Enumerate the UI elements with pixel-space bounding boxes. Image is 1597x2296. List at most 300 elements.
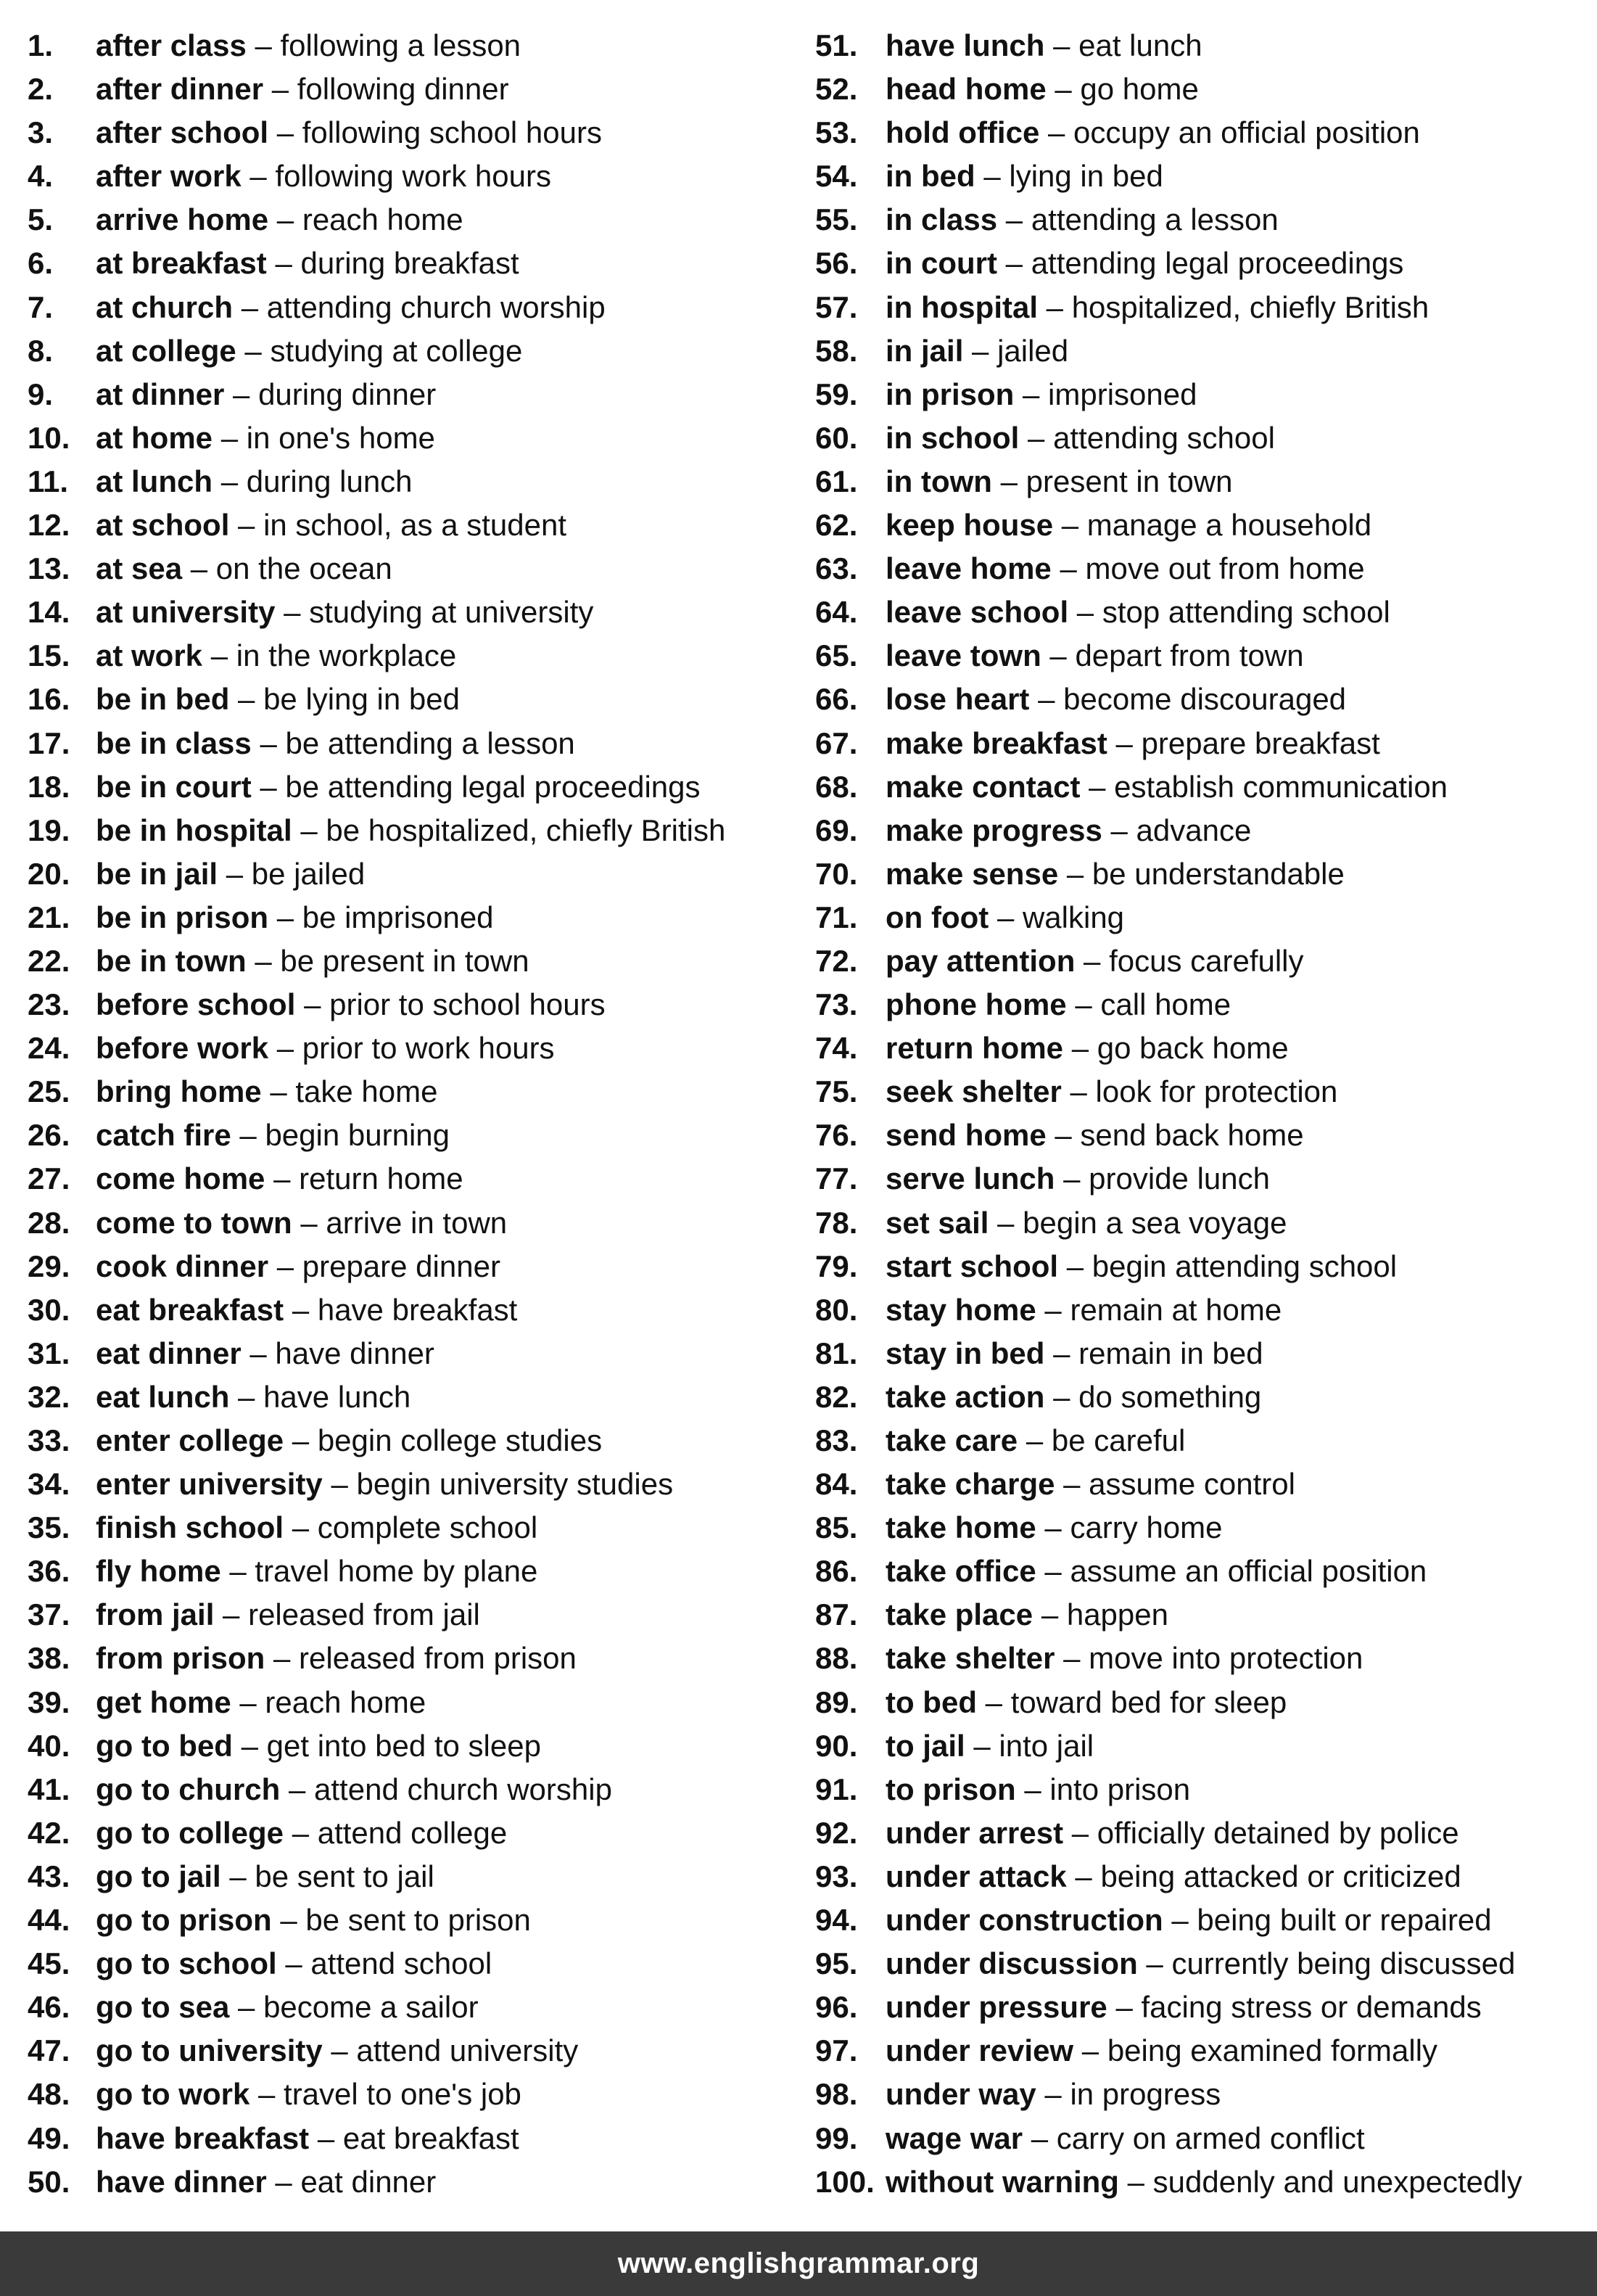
item-definition: begin college studies xyxy=(317,1423,603,1457)
item-number: 47. xyxy=(28,2033,70,2068)
item-text xyxy=(96,1070,438,1114)
item-number: 17. xyxy=(28,725,70,760)
item-number: 99. xyxy=(815,2120,858,2155)
item-separator: – xyxy=(1044,1510,1062,1545)
item-separator: – xyxy=(238,1379,255,1414)
item-term: have breakfast xyxy=(96,2120,310,2155)
item-definition: be hospitalized, chiefly British xyxy=(326,812,726,847)
list-item xyxy=(815,1419,1584,1462)
list-item xyxy=(28,1724,796,1768)
item-term: at breakfast xyxy=(96,246,267,281)
list-item xyxy=(28,1942,796,1986)
item-term: be in town xyxy=(96,943,247,978)
list-item xyxy=(28,591,796,634)
item-term: go to jail xyxy=(96,1859,221,1893)
list-item xyxy=(815,765,1584,809)
list-item xyxy=(28,1811,796,1855)
item-number: 28. xyxy=(28,1205,70,1240)
item-definition: being built or repaired xyxy=(1197,1903,1492,1938)
item-text xyxy=(886,765,1448,809)
item-separator: – xyxy=(983,159,1001,194)
item-term: have lunch xyxy=(886,28,1045,62)
item-term: in court xyxy=(886,246,997,281)
item-term: at work xyxy=(96,638,203,673)
item-term: to bed xyxy=(886,1684,977,1719)
item-number: 62. xyxy=(815,508,858,543)
list-item xyxy=(28,286,796,329)
item-text xyxy=(96,1506,537,1550)
list-item xyxy=(28,242,796,285)
item-definition: return home xyxy=(299,1161,463,1196)
list-item xyxy=(28,2029,796,2073)
item-text xyxy=(886,1942,1515,1986)
item-number: 73. xyxy=(815,987,858,1022)
item-text xyxy=(96,242,519,285)
item-separator: – xyxy=(1071,1031,1089,1066)
item-separator: – xyxy=(276,900,294,934)
item-definition: be sent to jail xyxy=(255,1859,434,1893)
item-text xyxy=(886,591,1390,634)
list-item xyxy=(815,2073,1584,2116)
item-number: 58. xyxy=(815,333,858,368)
item-separator: – xyxy=(1031,2120,1049,2155)
item-text xyxy=(886,1986,1482,2029)
item-term: eat dinner xyxy=(96,1336,242,1370)
item-definition: remain in bed xyxy=(1078,1336,1263,1370)
item-separator: – xyxy=(276,1248,294,1283)
item-text xyxy=(886,1681,1287,1724)
item-separator: – xyxy=(190,551,208,586)
item-definition: released from prison xyxy=(299,1641,577,1676)
item-definition: have lunch xyxy=(263,1379,411,1414)
item-definition: toward bed for sleep xyxy=(1010,1684,1287,1719)
item-text xyxy=(886,1070,1337,1114)
list-item xyxy=(28,155,796,198)
item-definition: happen xyxy=(1066,1597,1168,1632)
item-definition: assume an official position xyxy=(1070,1554,1427,1589)
item-term: finish school xyxy=(96,1510,284,1545)
item-separator: – xyxy=(239,1684,257,1719)
item-number: 96. xyxy=(815,1990,858,2025)
item-separator: – xyxy=(331,1467,348,1502)
item-term: hold office xyxy=(886,115,1040,150)
item-term: before work xyxy=(96,1031,269,1066)
item-term: take place xyxy=(886,1597,1033,1632)
item-number: 25. xyxy=(28,1074,70,1109)
list-item xyxy=(815,1462,1584,1506)
item-term: come home xyxy=(96,1161,265,1196)
item-definition: during lunch xyxy=(246,464,413,498)
item-separator: – xyxy=(1063,1467,1081,1502)
item-definition: eat breakfast xyxy=(342,2120,519,2155)
item-separator: – xyxy=(1115,1990,1133,2025)
item-number: 13. xyxy=(28,551,70,586)
item-definition: eat lunch xyxy=(1078,28,1202,62)
item-definition: send back home xyxy=(1080,1118,1304,1153)
list-item xyxy=(28,1114,796,1157)
item-term: leave school xyxy=(886,595,1069,630)
item-text xyxy=(96,2073,521,2116)
item-separator: – xyxy=(249,1336,267,1370)
item-number: 18. xyxy=(28,769,70,804)
list-item xyxy=(815,242,1584,285)
item-number: 36. xyxy=(28,1554,70,1589)
item-separator: – xyxy=(1071,1815,1089,1850)
item-term: pay attention xyxy=(886,943,1076,978)
list-item xyxy=(815,1375,1584,1419)
list-item xyxy=(815,591,1584,634)
item-number: 57. xyxy=(815,289,858,324)
item-term: take charge xyxy=(886,1467,1055,1502)
item-number: 20. xyxy=(28,856,70,891)
item-definition: move out from home xyxy=(1085,551,1365,586)
list-item xyxy=(815,1593,1584,1637)
item-number: 69. xyxy=(815,812,858,847)
list-item xyxy=(28,1768,796,1811)
item-definition: jailed xyxy=(997,333,1069,368)
item-number: 8. xyxy=(28,333,54,368)
item-term: before school xyxy=(96,987,296,1022)
item-term: under review xyxy=(886,2033,1074,2068)
item-term: phone home xyxy=(886,987,1067,1022)
item-separator: – xyxy=(258,2077,276,2112)
item-term: send home xyxy=(886,1118,1047,1153)
item-term: in jail xyxy=(886,333,964,368)
item-number: 97. xyxy=(815,2033,858,2068)
item-term: be in court xyxy=(96,769,252,804)
item-separator: – xyxy=(1066,856,1084,891)
item-text xyxy=(96,1942,492,1986)
item-term: in bed xyxy=(886,159,975,194)
item-number: 82. xyxy=(815,1379,858,1414)
item-definition: into prison xyxy=(1049,1772,1191,1806)
list-item xyxy=(28,1419,796,1462)
item-definition: travel to one's job xyxy=(284,2077,521,2112)
list-item xyxy=(28,1593,796,1637)
item-separator: – xyxy=(1127,2164,1144,2199)
list-item xyxy=(28,1855,796,1898)
right-column xyxy=(815,24,1584,2204)
item-number: 11. xyxy=(28,464,69,498)
list-item xyxy=(815,1026,1584,1070)
item-separator: – xyxy=(1005,246,1023,281)
item-text xyxy=(96,1724,541,1768)
item-text xyxy=(886,503,1371,547)
item-separator: – xyxy=(1053,1379,1070,1414)
item-number: 4. xyxy=(28,159,54,194)
item-text xyxy=(96,1288,517,1332)
item-number: 53. xyxy=(815,115,858,150)
item-separator: – xyxy=(271,72,289,107)
item-separator: – xyxy=(1089,769,1106,804)
item-definition: be attending a lesson xyxy=(285,725,575,760)
item-term: make contact xyxy=(886,769,1081,804)
item-definition: suddenly and unexpectedly xyxy=(1152,2164,1522,2199)
item-term: under discussion xyxy=(886,1946,1138,1981)
item-number: 34. xyxy=(28,1467,70,1502)
item-term: in prison xyxy=(886,377,1015,411)
item-term: go to school xyxy=(96,1946,277,1981)
item-separator: – xyxy=(238,1990,255,2025)
item-text xyxy=(886,460,1233,503)
item-separator: – xyxy=(1024,1772,1041,1806)
list-item xyxy=(28,329,796,373)
list-item xyxy=(28,198,796,242)
list-item xyxy=(28,722,796,765)
item-separator: – xyxy=(255,943,272,978)
list-item xyxy=(815,460,1584,503)
item-number: 56. xyxy=(815,246,858,281)
item-number: 2. xyxy=(28,72,54,107)
list-item xyxy=(28,416,796,460)
list-item xyxy=(28,24,796,67)
item-number: 86. xyxy=(815,1554,858,1589)
item-term: be in bed xyxy=(96,682,230,717)
list-item xyxy=(28,547,796,591)
item-number: 15. xyxy=(28,638,70,673)
item-definition: on the ocean xyxy=(215,551,392,586)
item-term: enter college xyxy=(96,1423,284,1457)
item-separator: – xyxy=(1023,377,1040,411)
item-definition: go back home xyxy=(1097,1031,1289,1066)
item-definition: prepare breakfast xyxy=(1141,725,1380,760)
list-item xyxy=(815,634,1584,678)
item-number: 59. xyxy=(815,377,858,411)
item-text xyxy=(96,852,365,896)
item-text xyxy=(96,198,463,242)
item-definition: attending a lesson xyxy=(1031,202,1279,237)
item-definition: currently being discussed xyxy=(1171,1946,1516,1981)
list-item xyxy=(815,329,1584,373)
list-item xyxy=(815,1942,1584,1986)
item-separator: – xyxy=(1055,72,1072,107)
item-term: at dinner xyxy=(96,377,225,411)
list-item xyxy=(815,547,1584,591)
list-item xyxy=(815,1855,1584,1898)
item-definition: be understandable xyxy=(1092,856,1345,891)
item-number: 85. xyxy=(815,1510,858,1545)
list-item xyxy=(815,852,1584,896)
item-definition: establish communication xyxy=(1114,769,1448,804)
item-number: 23. xyxy=(28,987,70,1022)
item-definition: be attending legal proceedings xyxy=(285,769,701,804)
item-number: 65. xyxy=(815,638,858,673)
list-item xyxy=(815,1768,1584,1811)
item-term: take office xyxy=(886,1554,1036,1589)
item-term: go to work xyxy=(96,2077,250,2112)
item-term: in school xyxy=(886,420,1020,455)
item-separator: – xyxy=(1070,1074,1087,1109)
item-text xyxy=(886,1288,1282,1332)
item-separator: – xyxy=(241,1728,258,1763)
item-number: 29. xyxy=(28,1248,70,1283)
item-text xyxy=(886,1157,1270,1201)
list-item xyxy=(815,1550,1584,1593)
item-definition: prior to work hours xyxy=(302,1031,555,1066)
item-term: in hospital xyxy=(886,289,1038,324)
item-number: 33. xyxy=(28,1423,70,1457)
list-item xyxy=(815,111,1584,155)
item-text xyxy=(96,24,521,67)
item-number: 44. xyxy=(28,1903,70,1938)
item-term: under arrest xyxy=(886,1815,1064,1850)
item-text xyxy=(96,765,701,809)
item-text xyxy=(886,1332,1263,1375)
item-separator: – xyxy=(1061,508,1079,543)
item-term: at lunch xyxy=(96,464,213,498)
list-item xyxy=(815,1157,1584,1201)
item-separator: – xyxy=(1053,28,1070,62)
item-text xyxy=(96,460,413,503)
item-definition: move into protection xyxy=(1089,1641,1363,1676)
list-item xyxy=(28,1375,796,1419)
item-number: 54. xyxy=(815,159,858,194)
item-definition: travel home by plane xyxy=(255,1554,538,1589)
item-text xyxy=(96,1245,500,1288)
item-text xyxy=(886,1201,1287,1245)
item-number: 5. xyxy=(28,202,54,237)
item-definition: occupy an official position xyxy=(1073,115,1420,150)
item-definition: following work hours xyxy=(275,159,551,194)
item-text xyxy=(96,2117,519,2160)
item-text xyxy=(886,373,1197,416)
list-item xyxy=(28,765,796,809)
item-number: 30. xyxy=(28,1292,70,1327)
list-item xyxy=(28,852,796,896)
item-definition: depart from town xyxy=(1075,638,1304,673)
item-number: 35. xyxy=(28,1510,70,1545)
item-number: 91. xyxy=(815,1772,858,1806)
item-separator: – xyxy=(238,682,255,717)
item-separator: – xyxy=(292,1423,310,1457)
item-term: at home xyxy=(96,420,213,455)
list-item xyxy=(28,1462,796,1506)
item-term: bring home xyxy=(96,1074,262,1109)
item-separator: – xyxy=(1060,551,1077,586)
item-definition: advance xyxy=(1136,812,1252,847)
item-term: at church xyxy=(96,289,234,324)
item-term: head home xyxy=(886,72,1047,107)
item-number: 88. xyxy=(815,1641,858,1676)
item-term: stay in bed xyxy=(886,1336,1045,1370)
item-number: 66. xyxy=(815,682,858,717)
item-definition: manage a household xyxy=(1086,508,1372,543)
item-text xyxy=(96,634,456,678)
list-item xyxy=(28,1245,796,1288)
item-term: set sail xyxy=(886,1205,989,1240)
item-number: 77. xyxy=(815,1161,858,1196)
item-separator: – xyxy=(1063,1641,1081,1676)
item-definition: carry on armed conflict xyxy=(1056,2120,1365,2155)
item-number: 67. xyxy=(815,725,858,760)
item-number: 87. xyxy=(815,1597,858,1632)
list-item xyxy=(28,1681,796,1724)
item-text xyxy=(886,809,1251,852)
item-number: 100. xyxy=(815,2164,875,2199)
item-term: take home xyxy=(886,1510,1036,1545)
item-separator: – xyxy=(300,1205,318,1240)
item-separator: – xyxy=(223,1597,240,1632)
item-definition: being examined formally xyxy=(1107,2033,1438,2068)
item-definition: attending legal proceedings xyxy=(1031,246,1404,281)
item-number: 32. xyxy=(28,1379,70,1414)
list-item xyxy=(815,1114,1584,1157)
item-text xyxy=(96,939,529,983)
item-definition: carry home xyxy=(1070,1510,1223,1545)
item-text xyxy=(96,1855,434,1898)
list-item xyxy=(815,67,1584,111)
item-text xyxy=(886,1114,1304,1157)
item-number: 93. xyxy=(815,1859,858,1893)
list-item xyxy=(815,1288,1584,1332)
item-definition: attend college xyxy=(317,1815,508,1850)
item-number: 14. xyxy=(28,595,70,630)
item-definition: begin attending school xyxy=(1092,1248,1398,1283)
item-term: go to college xyxy=(96,1815,284,1850)
item-separator: – xyxy=(1044,1292,1062,1327)
item-separator: – xyxy=(220,464,239,498)
item-definition: facing stress or demands xyxy=(1141,1990,1482,2025)
item-definition: in school, as a student xyxy=(263,508,567,543)
item-separator: – xyxy=(1171,1903,1189,1938)
list-item xyxy=(815,1332,1584,1375)
item-number: 72. xyxy=(815,943,858,978)
item-text xyxy=(886,634,1304,678)
list-item xyxy=(28,809,796,852)
item-separator: – xyxy=(244,333,262,368)
item-text xyxy=(886,1419,1185,1462)
item-term: start school xyxy=(886,1248,1059,1283)
item-text xyxy=(886,722,1380,765)
item-definition: studying at university xyxy=(309,595,594,630)
item-number: 64. xyxy=(815,595,858,630)
item-separator: – xyxy=(292,1510,310,1545)
list-item xyxy=(28,1986,796,2029)
item-number: 48. xyxy=(28,2077,70,2112)
item-separator: – xyxy=(304,987,321,1022)
item-text xyxy=(886,329,1068,373)
list-item xyxy=(815,1811,1584,1855)
item-definition: prepare dinner xyxy=(302,1248,500,1283)
item-text xyxy=(886,2160,1522,2204)
item-separator: – xyxy=(317,2120,335,2155)
item-separator: – xyxy=(276,115,294,150)
item-definition: eat dinner xyxy=(300,2164,437,2199)
item-text xyxy=(886,1026,1289,1070)
list-item xyxy=(815,373,1584,416)
item-number: 6. xyxy=(28,246,54,281)
item-number: 9. xyxy=(28,377,54,411)
list-item xyxy=(28,896,796,939)
item-text xyxy=(96,1898,531,1942)
item-number: 55. xyxy=(815,202,858,237)
item-separator: – xyxy=(1110,812,1128,847)
item-text xyxy=(886,242,1403,285)
list-item xyxy=(815,1724,1584,1768)
item-separator: – xyxy=(1066,1248,1084,1283)
item-term: be in hospital xyxy=(96,812,292,847)
item-separator: – xyxy=(285,1946,302,1981)
item-definition: stop attending school xyxy=(1102,595,1390,630)
list-item xyxy=(815,1898,1584,1942)
item-definition: focus carefully xyxy=(1109,943,1304,978)
item-number: 81. xyxy=(815,1336,858,1370)
item-text xyxy=(886,416,1275,460)
footer-url[interactable]: www.englishgrammar.org xyxy=(617,2247,980,2279)
item-term: arrive home xyxy=(96,202,269,237)
item-number: 49. xyxy=(28,2120,70,2155)
item-definition: during dinner xyxy=(258,377,437,411)
